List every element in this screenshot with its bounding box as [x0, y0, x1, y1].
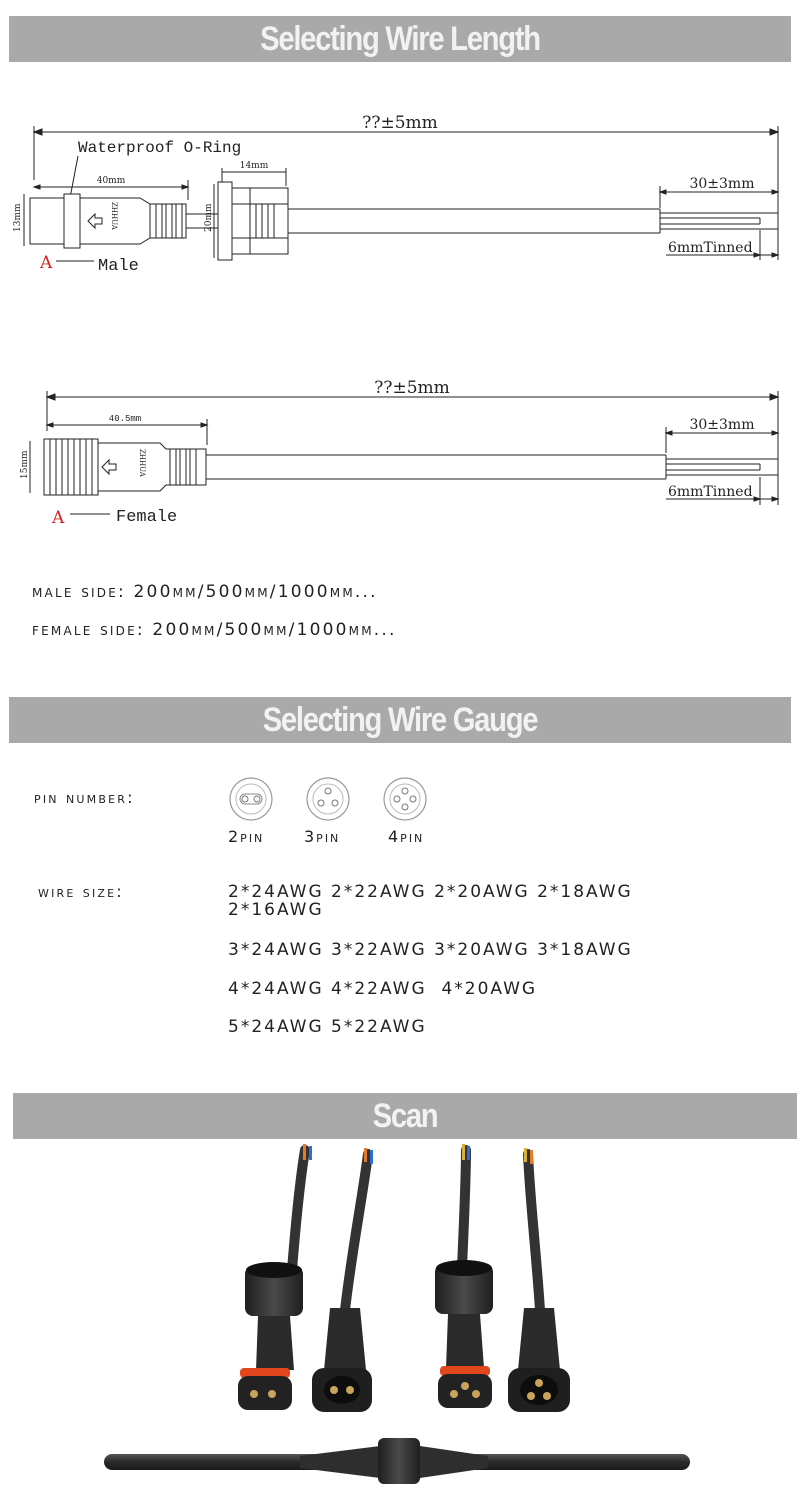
- female-marker-a: A: [52, 508, 65, 528]
- female-strip-length: 30±3mm: [689, 417, 755, 433]
- male-total-length: ??±5mm: [362, 113, 438, 133]
- male-dim-20: 20mm: [204, 203, 214, 232]
- section-banner-gauge: [9, 697, 791, 743]
- male-side-label: Male: [98, 257, 139, 276]
- female-brand: ZHHUA: [138, 449, 146, 477]
- male-marker-a: A: [40, 253, 53, 273]
- pin-4-icon: [382, 776, 428, 822]
- male-strip-length: 30±3mm: [689, 176, 755, 192]
- wire-size-row-2: 2*24AWG 2*22AWG 2*20AWG 2*18AWG 2*16AWG: [228, 882, 633, 920]
- pin-label-4: 4pin: [388, 827, 425, 846]
- wire-size-row-5: 5*24AWG 5*22AWG: [228, 1017, 427, 1037]
- female-tinned-length: 6mmTinned: [668, 484, 753, 500]
- female-dim-15: 15mm: [20, 450, 30, 479]
- wire-size-row-3: 3*24AWG 3*22AWG 3*20AWG 3*18AWG: [228, 940, 633, 960]
- section-banner-scan: [13, 1093, 797, 1139]
- male-tinned-length: 6mmTinned: [668, 240, 753, 256]
- pin-label-3: 3pin: [304, 827, 341, 846]
- female-side-label: Female: [116, 508, 178, 527]
- pin-3-icon: [305, 776, 351, 822]
- male-connector-drawing: [0, 100, 800, 300]
- male-dim-13: 13mm: [13, 203, 23, 232]
- section-title-length: Selecting Wire Length: [260, 20, 540, 58]
- male-dim-40: 40mm: [96, 176, 126, 186]
- female-length-options: female side: 200mm/500mm/1000mm...: [32, 620, 397, 640]
- pin-label-2: 2pin: [228, 827, 265, 846]
- male-oring-label: Waterproof O-Ring: [78, 139, 242, 157]
- connector-product-photo: [0, 1140, 800, 1500]
- male-brand: ZHHUA: [110, 202, 118, 230]
- female-total-length: ??±5mm: [374, 378, 450, 398]
- wire-size-row-4: 4*24AWG 4*22AWG 4*20AWG: [228, 979, 538, 999]
- section-title-scan: Scan: [372, 1097, 438, 1135]
- wire-size-label: wire size:: [38, 882, 124, 901]
- female-connector-drawing: [0, 365, 800, 535]
- male-length-options: male side: 200mm/500mm/1000mm...: [32, 582, 378, 602]
- section-title-gauge: Selecting Wire Gauge: [262, 701, 538, 739]
- male-dim-14: 14mm: [239, 161, 269, 171]
- section-banner-length: [9, 16, 791, 62]
- pin-number-label: pin number:: [34, 788, 135, 807]
- pin-2-icon: [228, 776, 274, 822]
- female-dim-405: 40.5mm: [108, 414, 142, 424]
